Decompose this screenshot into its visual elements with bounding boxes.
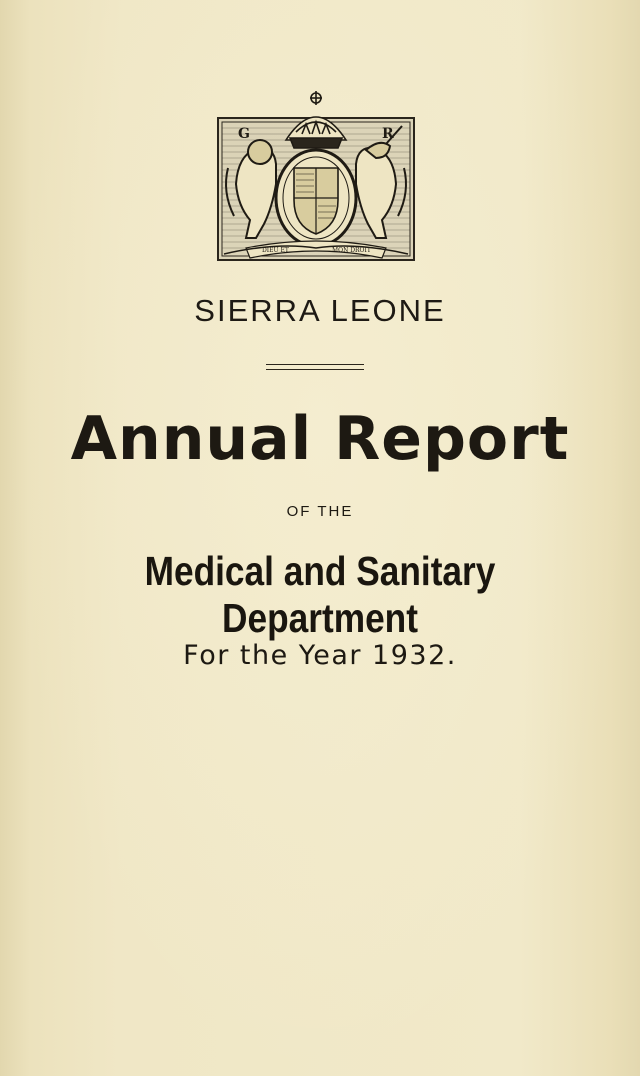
title-divider — [266, 364, 364, 370]
royal-coat-of-arms-icon — [216, 88, 416, 264]
department-name: Medical and Sanitary Department — [144, 548, 496, 641]
country-name: SIERRA LEONE — [194, 293, 446, 328]
initial-r: R — [382, 126, 394, 142]
of-the-label: OF THE — [286, 503, 354, 520]
motto-left: DIEU ET — [262, 247, 289, 254]
initial-g: G — [238, 126, 250, 142]
report-year: For the Year 1932. — [183, 640, 457, 671]
motto-right: MON DROIT — [332, 247, 371, 254]
report-title: Annual Report — [70, 404, 570, 474]
